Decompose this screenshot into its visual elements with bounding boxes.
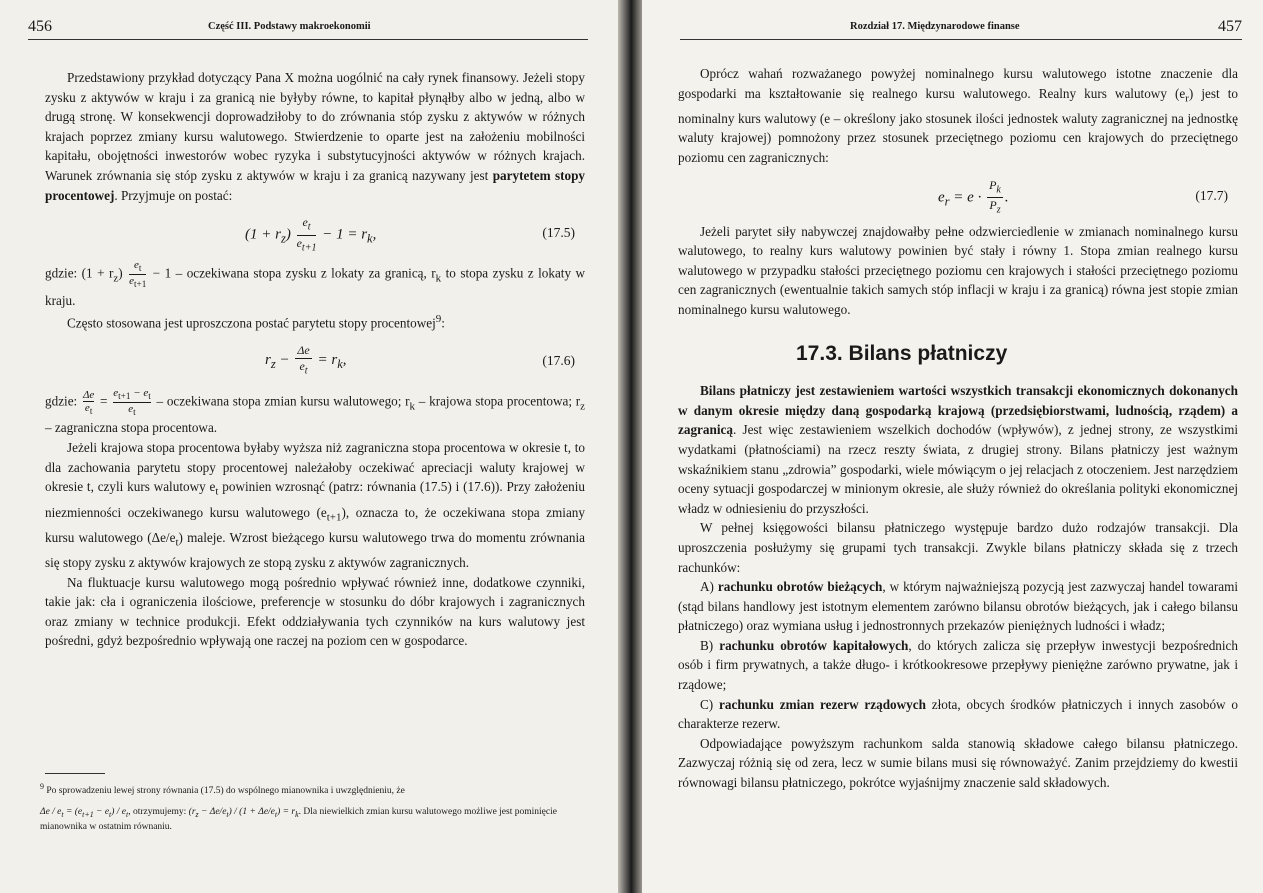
equation-17-5: $(1 + r_z)$ $\frac{e_t}{e_{t+1}}$ − $1 = r_k$, (17.5)	[245, 215, 575, 253]
running-title: Rozdział 17. Międzynarodowe finanse	[850, 21, 1020, 32]
footnote-rule	[45, 773, 105, 774]
paragraph: Bilans płatniczy jest zestawieniem wartości wszystkich transakcji ekonomicznych dokonanych w danym okresie między daną gospodarką krajową (przedsiębiorstwami, ludnością, rządem) a zagranicą. Jest więc zestawieniem wszelkich dochodów (wpływów), z jednej strony, ze wszystkimi wydatkami (płatnościami) na rzecz reszty świata, z drugiej strony. Bilans płatniczy jest ważnym wskaźnikiem stanu „zdrowia” gospodarki, wiele mówiącym o jej relacjach z otoczeniem. Jest narzędziem oceny sytuacji gospodarczej w minionym okresie, ale służy również do określania polityki ekonomicznej władz w odniesieniu do przyszłości.	[678, 383, 1238, 516]
left-page	[0, 0, 618, 893]
left-body	[45, 68, 585, 651]
paragraph: Odpowiadające powyższym rachunkom salda stanowią składowe całego bilansu płatniczego. Zazwyczaj różnią się od zera, lecz w sumie bilans musi się równoważyć. Zanim przejdziemy do kwestii równowagi bilansu płatniczego, pokrótce wyjaśnijmy znaczenie sald składowych.	[678, 735, 1238, 791]
equation-number: (17.7)	[1195, 187, 1228, 203]
paragraph: gdzie: $\frac{\Delta e}{e_t}$ = $\frac{e_{t+1} - e_t}{e_t}$ – oczekiwana stopa zmian kursu walutowego; $r_k$ – krajowa stopa procentowa; $r_z$ – zagraniczna stopa procentowa.	[45, 387, 586, 436]
right-page-header	[680, 18, 1242, 40]
footnote: $^9$ Po sprowadzeniu lewej strony równania (17.5) do wspólnego mianownika i uwzględnieniu, że $\Delta e / e_t = (e_{t+1} - e_t) / e_t$, otrzymujemy: $(r_z - \Delta e/e_t) / (1 + \Delta e/e_t) = r_k$. Dla niewielkich zmian kursu walutowego możliwe jest pominięcie mianownika w ostatnim równaniu.	[40, 782, 557, 833]
paragraph: Jeżeli krajowa stopa procentowa byłaby wyższa niż zagraniczna stopa procentowa w okresie t, to dla zachowania parytetu stopy procentowej należałoby oczekiwać apreciacji waluty krajowej w okresie t, czyli kurs walutowy $e_t$ powinien wzrosnąć (patrz: równania (17.5) i (17.6)). Przy założeniu niezmienności oczekiwanego kursu walutowego $(e_{t+1})$, oznacza to, że oczekiwana stopa zmiany kursu walutowego $(\Delta e/e_t)$ maleje. Wzrost bieżącego kursu walutowego trwa do momentu zrównania się stopy zysku z aktywów krajowych ze stopą zysku z aktywów zagranicznych.	[45, 440, 585, 570]
paragraph: Jeżeli parytet siły nabywczej znajdowałby pełne odzwierciedlenie w zmianach nominalnego kursu walutowego, to realny kurs walutowy powinien być stały i równy 1. Stopa zmian realnego kursu walutowego w przypadku stałości przeciętnego poziomu cen krajowych i stałości przeciętnego poziomu cen zagranicznych (ewentualnie takich samych stóp inflacji w kraju i za granicą) równa jest stopie zmian nominalnego kursu walutowego.	[678, 223, 1238, 317]
list-item: C) rachunku zmian rezerw rządowych złota, obcych środków płatniczych i innych zasobów o charakterze rezerw.	[678, 696, 1238, 732]
equation-17-6: $r_z$ − $\frac{\Delta e}{e_t}$ = $r_k$, (17.6)	[265, 343, 575, 377]
running-title: Część III. Podstawy makroekonomii	[208, 21, 371, 32]
paragraph: gdzie: $(1 + r_z)$ $\frac{e_t}{e_{t+1}}$ − 1 – oczekiwana stopa zysku z lokaty za granicą, $r_k$ to stopa zysku z lokaty w kraju.	[45, 259, 586, 308]
paragraph: Często stosowana jest uproszczona postać parytetu stopy procentowej$^9$:	[67, 313, 445, 331]
right-page	[642, 0, 1263, 893]
page-number: 456	[28, 18, 52, 35]
page-number: 457	[1218, 18, 1242, 35]
paragraph: Na fluktuacje kursu walutowego mogą pośrednio wpływać również inne, dodatkowe czynniki, takie jak: cła i ograniczenia ilościowe, preferencje w stosunku do dóbr krajowych i zagranicznych oraz zmiany w technice produkcji. Efekt oddziaływania tych czynników na kurs walutowy jest pośredni, gdyż bezpośrednio wpływają one raczej na poziom cen w gospodarce.	[45, 574, 585, 649]
equation-number: (17.6)	[542, 353, 575, 369]
right-body	[678, 64, 1238, 793]
paragraph: W pełnej księgowości bilansu płatniczego występuje bardzo dużo rodzajów transakcji. Dla uproszczenia posłużymy się grupami tych transakcji. Zwykle bilans płatniczy składa się z trzech rachunków:	[678, 520, 1238, 575]
left-page-header	[28, 18, 588, 40]
section-title: 17.3. Bilans płatniczy	[796, 341, 1008, 365]
list-item: A) rachunku obrotów bieżących, w którym najważniejszą pozycją jest zazwyczaj handel towarami (stąd bilans handlowy jest istotnym elementem zarówno bilansu obrotów bieżących, jak i całego bilansu płatniczego) oraz wymiana usług i jednostronnych przekazów pieniężnych ludności i władz;	[678, 579, 1238, 634]
paragraph: Przedstawiony przykład dotyczący Pana X można uogólnić na cały rynek finansowy. Jeżeli stopy zysku z aktywów w kraju i za granicą nie byłyby równe, to kapitał płynąłby albo w jedną, albo w drugą stronę. W konsekwencji doprowadziłoby to do zrównania stóp zysku z aktywów w różnych krajach poprzez zmiany kursu walutowego. Stwierdzenie to oparte jest na założeniu mobilności kapitału, obojętności inwestorów wobec ryzyka i substytucyjności aktywów w różnych krajach. Warunek zrównania się stóp zysku z aktywów w kraju i za granicą nazywany jest parytetem stopy procentowej. Przyjmuje on postać:	[45, 70, 585, 203]
equation-17-7: $e_r = e$ · $\frac{P_k}{P_z}$ . (17.7)	[938, 177, 1228, 216]
paragraph: Oprócz wahań rozważanego powyżej nominalnego kursu walutowego istotne znaczenie dla gospodarki ma kształtowanie się realnego kursu walutowego. Realny kurs walutowy $(e_r)$ jest to nominalny kurs walutowy (e – określony jako stosunek ilości jednostek waluty zagranicznej na jednostkę waluty krajowej) pomnożony przez stosunek przeciętnego poziomu cen krajowych do przeciętnego poziomu cen zagranicznych:	[678, 66, 1238, 166]
book-gutter	[618, 0, 642, 893]
equation-number: (17.5)	[542, 225, 575, 241]
list-item: B) rachunku obrotów kapitałowych, do których zalicza się przepływ inwestycji bezpośrednich osób i firm prywatnych, a także długo- i krótkookresowe przepływy pieniężne zarówno prywatne, jak i rządowe;	[678, 637, 1239, 693]
